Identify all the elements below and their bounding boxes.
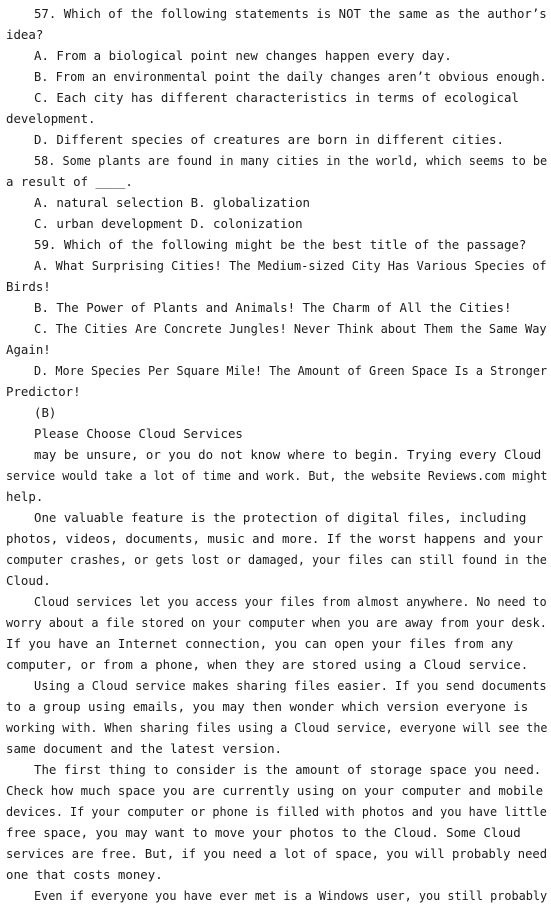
paragraph-line: The first thing to consider is the amount of storage space you need. bbox=[34, 762, 542, 777]
paragraph-line: computer, or from a phone, when they are stored using a Cloud service. bbox=[6, 657, 529, 672]
paragraph-line: to a group using emails, you may then wonder which version everyone is bbox=[6, 699, 529, 714]
option-57d: D. Different species of creatures are born in different cities. bbox=[34, 132, 504, 147]
option-57a: A. From a biological point new changes happen every day. bbox=[34, 48, 452, 63]
option-59c-cont: Again! bbox=[6, 342, 51, 357]
options-58cd: C. urban development D. colonization bbox=[34, 216, 303, 231]
option-57c: C. Each city has different characteristics in terms of ecological bbox=[34, 90, 519, 105]
option-57c-cont: development. bbox=[6, 111, 96, 126]
paragraph-line: free space, you may want to move your photos to the Cloud. Some Cloud bbox=[6, 825, 521, 840]
paragraph-line: same document and the latest version. bbox=[6, 741, 283, 756]
paragraph-line: devices. If your computer or phone is filled with photos and you have little bbox=[6, 804, 547, 819]
option-59c: C. The Cities Are Concrete Jungles! Never Think about Them the Same Way bbox=[34, 321, 547, 336]
option-59d: D. More Species Per Square Mile! The Amount of Green Space Is a Stronger bbox=[34, 363, 548, 378]
paragraph-line: Cloud. bbox=[6, 573, 51, 588]
question-57-text-cont: idea? bbox=[6, 27, 44, 42]
question-59-text: 59. Which of the following might be the best title of the passage? bbox=[34, 237, 527, 252]
paragraph-line: If you have an Internet connection, you can open your files from any bbox=[6, 636, 514, 651]
option-59d-cont: Predictor! bbox=[6, 384, 81, 399]
options-58ab: A. natural selection B. globalization bbox=[34, 195, 311, 210]
option-59a: A. What Surprising Cities! The Medium-sized City Has Various Species of bbox=[34, 258, 547, 273]
paragraph-line: Using a Cloud service makes sharing files easier. If you send documents bbox=[34, 678, 547, 693]
paragraph-line: Even if everyone you have ever met is a Windows user, you still probably bbox=[34, 888, 548, 903]
paragraph-line: photos, videos, documents, music and more. If the worst happens and your bbox=[6, 531, 544, 546]
paragraph-line: Check how much space you are currently using on your computer and mobile bbox=[6, 783, 544, 798]
question-58-text-cont: a result of ____. bbox=[6, 174, 133, 189]
paragraph-line: services are free. But, if you need a lot of space, you will probably need bbox=[6, 846, 548, 861]
question-57-text: 57. Which of the following statements is NOT the same as the author’s bbox=[34, 6, 547, 21]
passage-title: Please Choose Cloud Services bbox=[34, 426, 243, 441]
paragraph-line: computer crashes, or gets lost or damaged, your files can still found in the bbox=[6, 552, 547, 567]
option-59a-cont: Birds! bbox=[6, 279, 51, 294]
paragraph-line: service would take a lot of time and work. But, the website Reviews.com might bbox=[6, 468, 548, 483]
paragraph-line: one that costs money. bbox=[6, 867, 163, 882]
paragraph-line: worry about a file stored on your computer when you are away from your desk. bbox=[6, 615, 547, 630]
question-58-text: 58. Some plants are found in many cities in the world, which seems to be bbox=[34, 153, 548, 168]
paragraph-line: help. bbox=[6, 489, 44, 504]
paragraph-line: One valuable feature is the protection of digital files, including bbox=[34, 510, 527, 525]
option-57b: B. From an environmental point the daily changes aren’t obvious enough. bbox=[34, 69, 547, 84]
paragraph-line: may be unsure, or you do not know where to begin. Trying every Cloud bbox=[34, 447, 542, 462]
section-b-label: (B) bbox=[34, 405, 57, 420]
paragraph-line: Cloud services let you access your files from almost anywhere. No need to bbox=[34, 594, 547, 609]
paragraph-line: working with. When sharing files using a Cloud service, everyone will see the bbox=[6, 720, 548, 735]
option-59b: B. The Power of Plants and Animals! The Charm of All the Cities! bbox=[34, 300, 512, 315]
